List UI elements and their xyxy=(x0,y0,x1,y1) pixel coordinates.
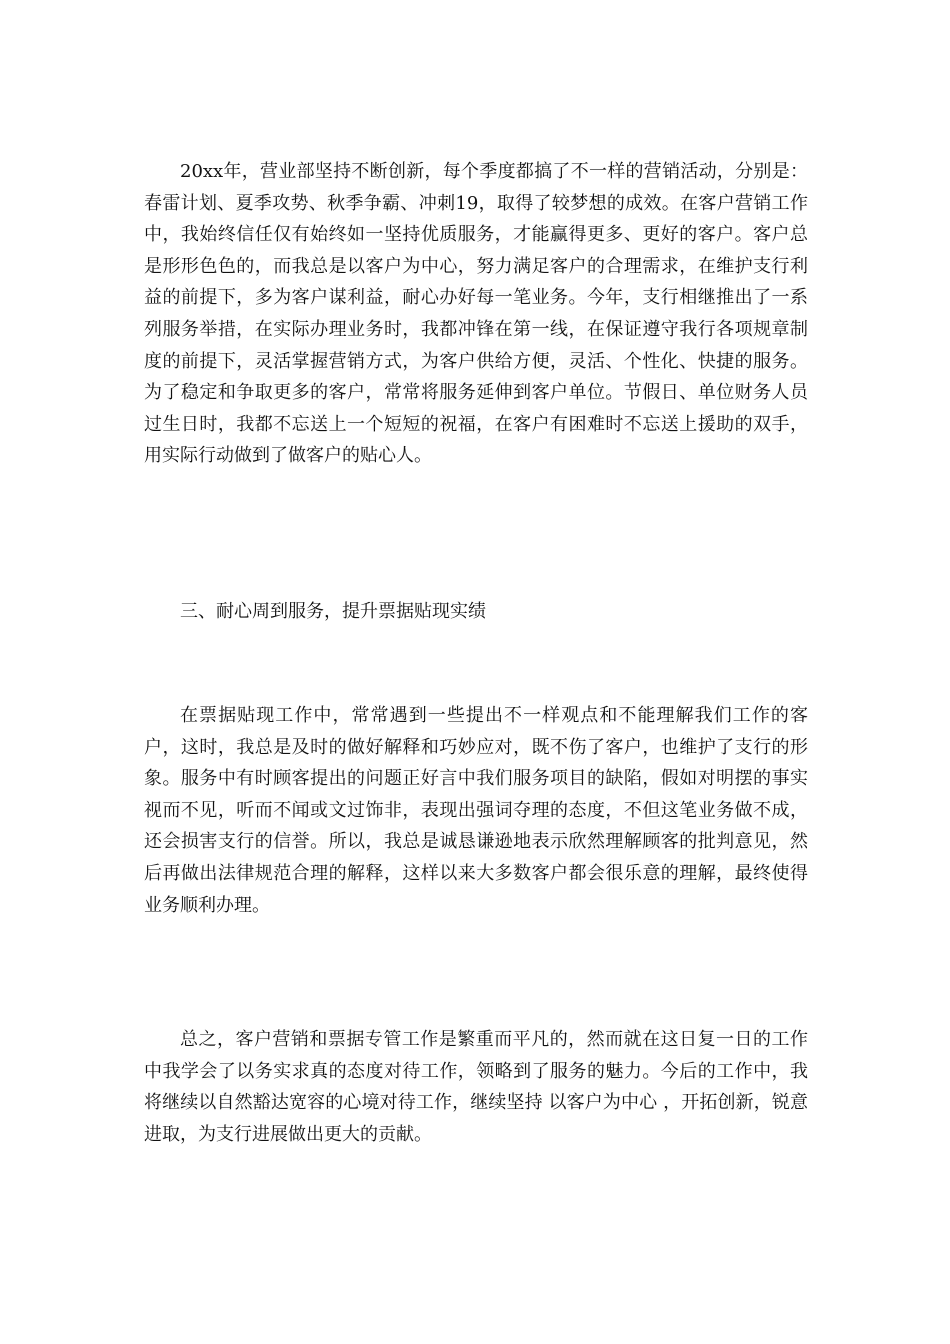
section-heading-bill-discount: 三、耐心周到服务，提升票据贴现实绩 xyxy=(180,601,486,622)
paragraph-bill-discount: 在票据贴现工作中，常常遇到一些提出不一样观点和不能理解我们工作的客户，这时，我总是及时的做好解释和巧妙应对，既不伤了客户，也维护了支行的形象。服务中有时顾客提出的问题正好言中我们服务项目的缺陷，假如对明摆的事实视而不见，听而不闻或文过饰非，表现出强词夺理的态度，不但这笔业务做不成，还会损害支行的信誉。所以，我总是诚恳谦逊地表示欣然理解顾客的批判意见，然后再做出法律规范合理的解释，这样以来大多数客户都会很乐意的理解，最终使得业务顺利办理。 xyxy=(144,705,808,916)
paragraph-customer-marketing: 20xx年，营业部坚持不断创新，每个季度都搞了不一样的营销活动，分别是：春雷计划、夏季攻势、秋季争霸、冲刺19，取得了较梦想的成效。在客户营销工作中，我始终信任仅有始终如一坚持优质服务，才能赢得更多、更好的客户。客户总是形形色色的，而我总是以客户为中心，努力满足客户的合理需求，在维护支行利益的前提下，多为客户谋利益，耐心办好每一笔业务。今年，支行相继推出了一系列服务举措，在实际办理业务时，我都冲锋在第一线，在保证遵守我行各项规章制度的前提下，灵活掌握营销方式，为客户供给方便，灵活、个性化、快捷的服务。为了稳定和争取更多的客户，常常将服务延伸到客户单位。节假日、单位财务人员过生日时，我都不忘送上一个短短的祝福，在客户有困难时不忘送上援助的双手，用实际行动做到了做客户的贴心人。 xyxy=(144,161,808,467)
paragraph-conclusion: 总之，客户营销和票据专管工作是繁重而平凡的，然而就在这日复一日的工作中我学会了以务实求真的态度对待工作，领略到了服务的魅力。今后的工作中，我将继续以自然豁达宽容的心境对待工作，继续坚持 以客户为中心 ，开拓创新，锐意进取，为支行进展做出更大的贡献。 xyxy=(144,1029,808,1145)
